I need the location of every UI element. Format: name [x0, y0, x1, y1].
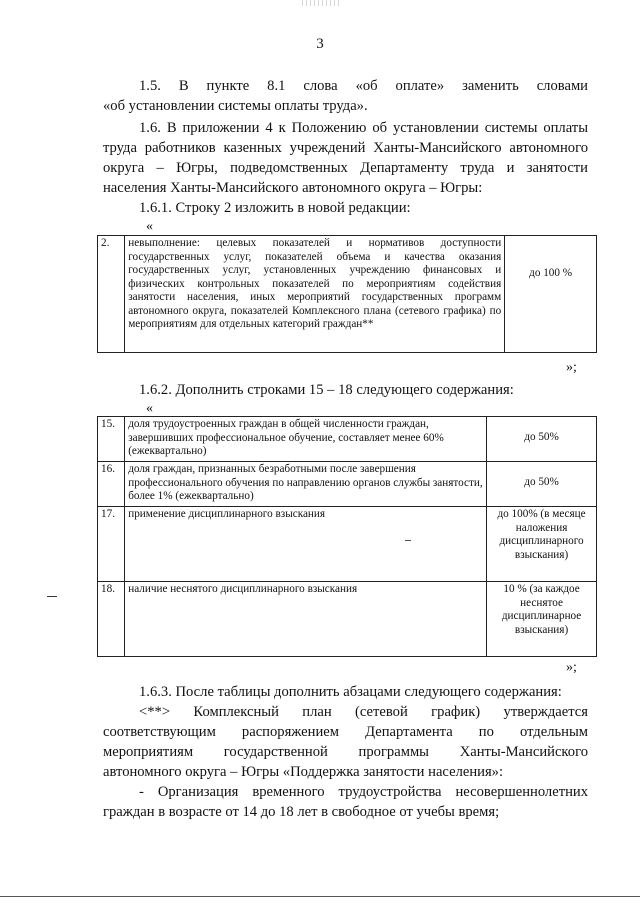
footnote-paragraph: <**> Комплексный план (сетевой график) утверждается соответствующим распоряжением Департамента по отдельным мероприятиям государственной программы Ханты-Мансийского автономного округа – Югры «Поддержка занятости населения»: — [103, 704, 588, 780]
row-description: невыполнение: целевых показателей и нормативов доступности государственных услуг, показателей объема и качества оказания государственных услуг, установленных учреждению финансовых и физических контрольных показателей по мероприятиям содействия занятости населения, иных мероприятий государственных программ автономного округа, показателей Комплексного плана (сетевого графика) по мероприятиям для отдельных категорий граждан** — [125, 236, 505, 353]
table-row — [98, 507, 597, 582]
paragraph-1-5 — [103, 76, 588, 116]
row-number: 2. — [98, 236, 125, 353]
quote-open-2: « — [146, 401, 153, 416]
paragraph-1-5-line-1: 1.5. В пункте 8.1 слова «об оплате» заменить словами — [139, 78, 588, 94]
row-description: доля граждан, признанных безработными после завершения профессионального обучения по направлению органов службы занятости, более 1% (ежеквартально) — [125, 462, 487, 507]
table-row — [98, 236, 597, 353]
quote-open-1: « — [146, 219, 153, 234]
scan-artifact — [302, 0, 342, 6]
table-row — [98, 582, 597, 657]
quote-close-1: »; — [566, 360, 577, 375]
quote-close-2: »; — [566, 660, 577, 675]
row-number: 15. — [98, 417, 125, 462]
row-value: 10 % (за каждое неснятое дисциплинарное взыскания) — [487, 582, 597, 657]
row-value: до 50% — [487, 462, 597, 507]
paragraph-1-6-2: 1.6.2. Дополнить строками 15 – 18 следующего содержания: — [139, 382, 514, 398]
bullet-paragraph: - Организация временного трудоустройства несовершеннолетних граждан в возрасте от 14 до 18 лет в свободное от учебы время; — [103, 784, 588, 820]
row-value: до 100 % — [505, 236, 597, 353]
row-value: до 50% — [487, 417, 597, 462]
page-number: 3 — [316, 36, 324, 52]
table-row-2-replacement — [97, 235, 597, 353]
table-rows-15-18 — [97, 416, 597, 657]
row-value: до 100% (в месяце наложения дисциплинарного взыскания) — [487, 507, 597, 582]
paragraph-1-6-1: 1.6.1. Строку 2 изложить в новой редакции: — [139, 200, 411, 216]
row-number: 18. — [98, 582, 125, 657]
table-row — [98, 417, 597, 462]
paragraph-1-6: 1.6. В приложении 4 к Положению об установлении системы оплаты труда работников казенных учреждений Ханты-Мансийского автономного округа – Югры, подведомственных Департаменту труда и занятости населения Ханты-Мансийского автономного округа – Югры: — [103, 120, 588, 196]
row-number: 17. — [98, 507, 125, 582]
row-number: 16. — [98, 462, 125, 507]
paragraph-1-6-3: 1.6.3. После таблицы дополнить абзацами следующего содержания: — [139, 684, 562, 700]
margin-mark — [47, 596, 57, 597]
scan-bottom-edge — [0, 896, 640, 897]
row-description: наличие неснятого дисциплинарного взыскания — [125, 582, 487, 657]
row-description: доля трудоустроенных граждан в общей численности граждан, завершивших профессиональное обучение, составляет менее 60% (ежеквартально) — [125, 417, 487, 462]
paragraph-1-5-line-2: «об установлении системы оплаты труда». — [103, 98, 368, 114]
table-row — [98, 462, 597, 507]
scan-artifact — [405, 540, 411, 541]
row-description: применение дисциплинарного взыскания — [125, 507, 487, 582]
